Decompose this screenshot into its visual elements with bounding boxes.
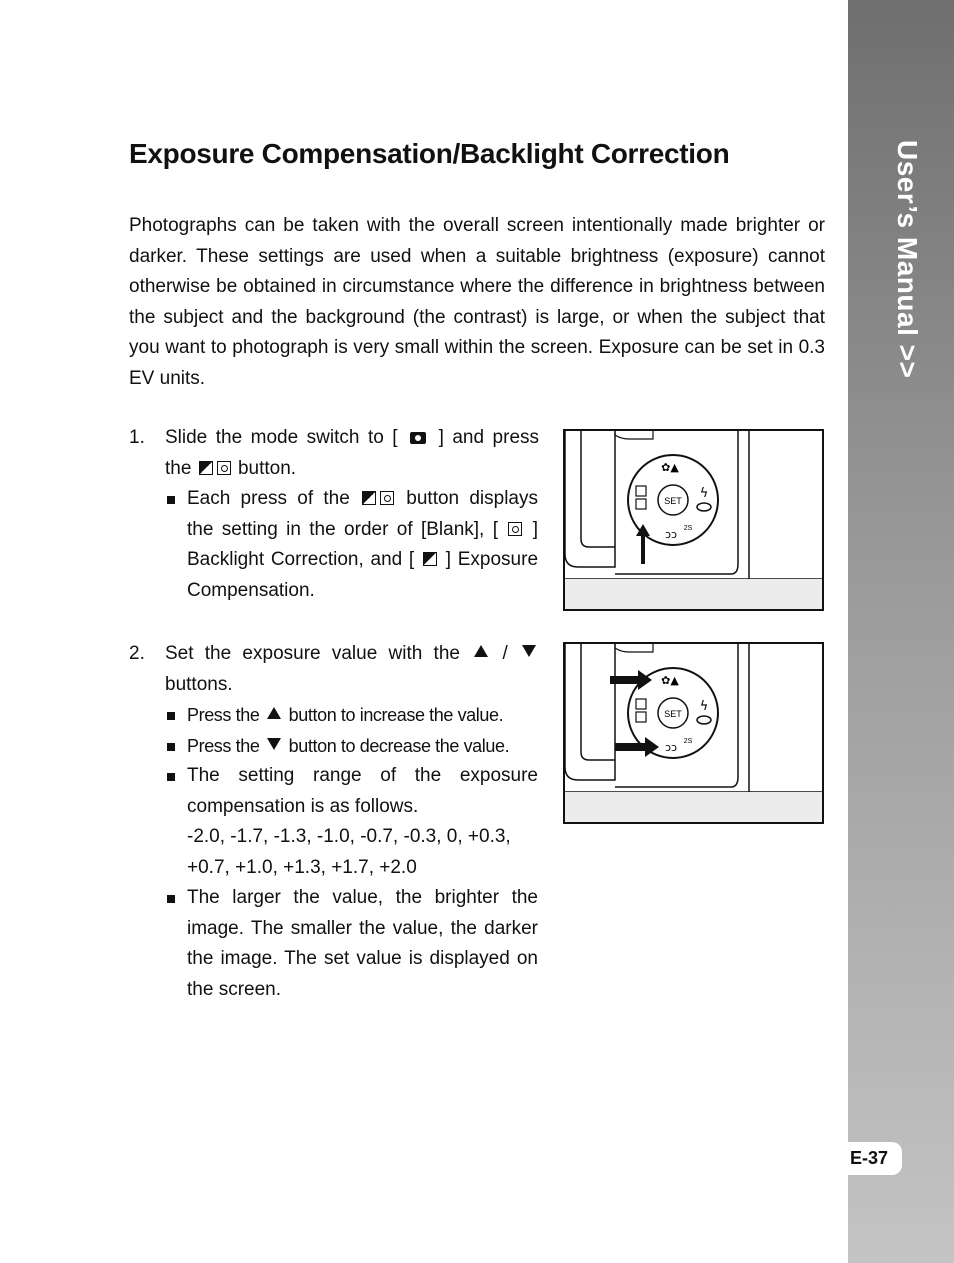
bullet-text: button to decrease the value. xyxy=(288,735,510,756)
range-values: -2.0, -1.7, -1.3, -1.0, -0.7, -0.3, 0, +0.3, +0.7, +1.0, +1.3, +1.7, +2.0 xyxy=(187,826,511,878)
bullet-text: Each press of the xyxy=(187,488,350,509)
set-button-label: SET xyxy=(664,496,682,506)
flash-icon: ϟ xyxy=(699,699,709,714)
self-timer-icon: ↄↄ xyxy=(664,528,678,541)
step-1 xyxy=(129,423,539,606)
bullet-text: The larger the value, the brighter the image. The smaller the value, the darker the image. The set value is displayed on the screen. xyxy=(187,887,538,1000)
macro-landscape-icon: ✿▲ xyxy=(661,461,679,474)
step-text-part: button. xyxy=(237,457,297,479)
camera-buttons-illustration xyxy=(563,429,824,611)
bullet-text: Press the xyxy=(187,705,260,725)
exposure-icon xyxy=(199,461,213,475)
step-text-part: buttons. xyxy=(165,673,233,695)
step-text-part: / xyxy=(502,643,508,664)
bullet-item xyxy=(187,761,538,822)
bullet-text: The setting range of the exposure compensation is as follows. xyxy=(187,765,538,817)
step-number: 1. xyxy=(129,427,145,448)
bullet-item xyxy=(187,484,538,606)
page-title: Exposure Compensation/Backlight Correction xyxy=(129,138,730,169)
step-number: 2. xyxy=(129,643,145,664)
manual-title: User’s Manual >> xyxy=(892,140,923,379)
bullet-text: Press the xyxy=(187,735,260,756)
step-2 xyxy=(129,639,539,1005)
flash-icon: ϟ xyxy=(699,486,709,501)
backlight-icon xyxy=(508,522,522,536)
camera-buttons-illustration xyxy=(563,642,824,824)
timer-label: 2S xyxy=(683,525,693,532)
self-timer-icon: ↄↄ xyxy=(664,741,678,754)
camera-icon xyxy=(410,432,426,444)
step-text-part: Slide the mode switch to [ xyxy=(165,427,398,448)
bullet-text: ] Exposure Compensation. xyxy=(187,549,539,601)
up-triangle-icon xyxy=(474,645,488,657)
bullet-item xyxy=(187,731,538,762)
up-triangle-icon xyxy=(267,707,281,719)
bullet-text: button displays the setting in the order of [Blank], [ xyxy=(187,488,538,540)
macro-landscape-icon: ✿▲ xyxy=(661,674,679,687)
bullet-text: button to increase the value. xyxy=(288,705,504,725)
bullet-item xyxy=(187,883,538,1005)
backlight-icon xyxy=(217,461,231,475)
timer-label: 2S xyxy=(683,738,693,745)
set-button-label: SET xyxy=(664,709,682,719)
page-number: E-37 xyxy=(836,1142,902,1175)
down-triangle-icon xyxy=(267,738,281,750)
bullet-text: ] Backlight Correction, and [ xyxy=(187,518,539,570)
intro-paragraph: Photographs can be taken with the overall screen intentionally made brighter or darker. These settings are used when a suitable brightness (exposure) cannot otherwise be obtained in circumstance where the difference in brightness between the subject and the background (the contrast) is large, or when the subject that you want to photograph is very small within the screen. Exposure can be set in 0.3 EV units. xyxy=(129,215,825,389)
step-text xyxy=(165,423,539,484)
step-text xyxy=(165,639,539,700)
step-text-part: Set the exposure value with the xyxy=(165,643,460,664)
bullet-item xyxy=(187,700,538,731)
down-triangle-icon xyxy=(522,645,536,657)
exposure-icon xyxy=(423,552,437,566)
step-text-part: ] and press the xyxy=(165,427,540,479)
exposure-icon xyxy=(362,491,376,505)
backlight-icon xyxy=(380,491,394,505)
